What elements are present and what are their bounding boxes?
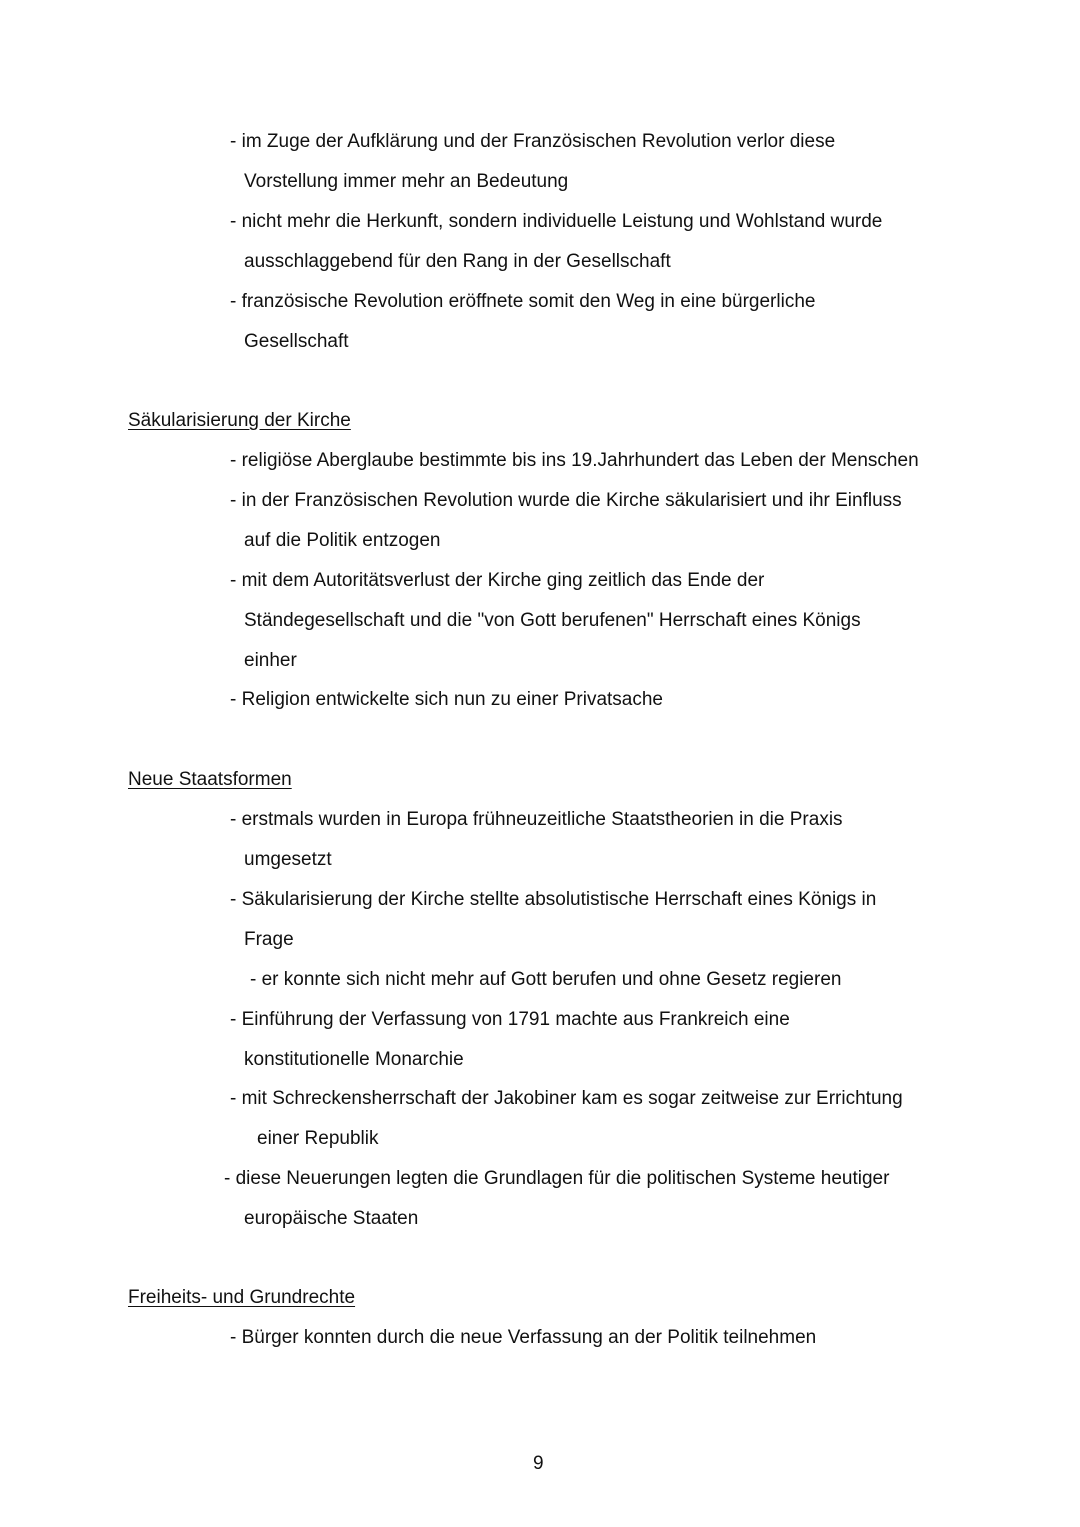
- bullet-line: - Religion entwickelte sich nun zu einer Privatsache: [230, 689, 663, 710]
- bullet-line: - mit Schreckensherrschaft der Jakobiner kam es sogar zeitweise zur Errichtung: [230, 1088, 903, 1109]
- continuation-line: ausschlaggebend für den Rang in der Gesellschaft: [244, 251, 671, 272]
- continuation-line: umgesetzt: [244, 849, 332, 870]
- bullet-line: - in der Französischen Revolution wurde die Kirche säkularisiert und ihr Einfluss: [230, 490, 902, 511]
- continuation-line: Gesellschaft: [244, 331, 349, 352]
- bullet-line: - französische Revolution eröffnete somit den Weg in eine bürgerliche: [230, 291, 816, 312]
- bullet-line: - diese Neuerungen legten die Grundlagen für die politischen Systeme heutiger: [224, 1168, 890, 1189]
- section-heading: Säkularisierung der Kirche: [128, 410, 351, 431]
- bullet-line: - nicht mehr die Herkunft, sondern individuelle Leistung und Wohlstand wurde: [230, 211, 883, 232]
- section-heading: Neue Staatsformen: [128, 769, 292, 790]
- continuation-line: Vorstellung immer mehr an Bedeutung: [244, 171, 569, 192]
- bullet-line: - erstmals wurden in Europa frühneuzeitliche Staatstheorien in die Praxis: [230, 809, 843, 830]
- bullet-line: - im Zuge der Aufklärung und der Französischen Revolution verlor diese: [230, 131, 836, 152]
- continuation-line: auf die Politik entzogen: [244, 530, 441, 551]
- bullet-line: - religiöse Aberglaube bestimmte bis ins 19.Jahrhundert das Leben der Menschen: [230, 450, 919, 471]
- page-number: 9: [533, 1453, 544, 1474]
- continuation-line: Frage: [244, 929, 294, 950]
- continuation-line: konstitutionelle Monarchie: [244, 1049, 464, 1070]
- continuation-line: einer Republik: [257, 1128, 379, 1149]
- continuation-line: europäische Staaten: [244, 1208, 419, 1229]
- sub-bullet-line: - er konnte sich nicht mehr auf Gott berufen und ohne Gesetz regieren: [250, 969, 842, 990]
- bullet-line: - mit dem Autoritätsverlust der Kirche ging zeitlich das Ende der: [230, 570, 765, 591]
- bullet-line: - Säkularisierung der Kirche stellte absolutistische Herrschaft eines Königs in: [230, 889, 877, 910]
- bullet-line: - Einführung der Verfassung von 1791 machte aus Frankreich eine: [230, 1009, 790, 1030]
- section-heading: Freiheits- und Grundrechte: [128, 1287, 356, 1308]
- continuation-line: Ständegesellschaft und die "von Gott berufenen" Herrschaft eines Königs: [244, 610, 861, 631]
- bullet-line: - Bürger konnten durch die neue Verfassung an der Politik teilnehmen: [230, 1327, 817, 1348]
- continuation-line: einher: [244, 650, 297, 671]
